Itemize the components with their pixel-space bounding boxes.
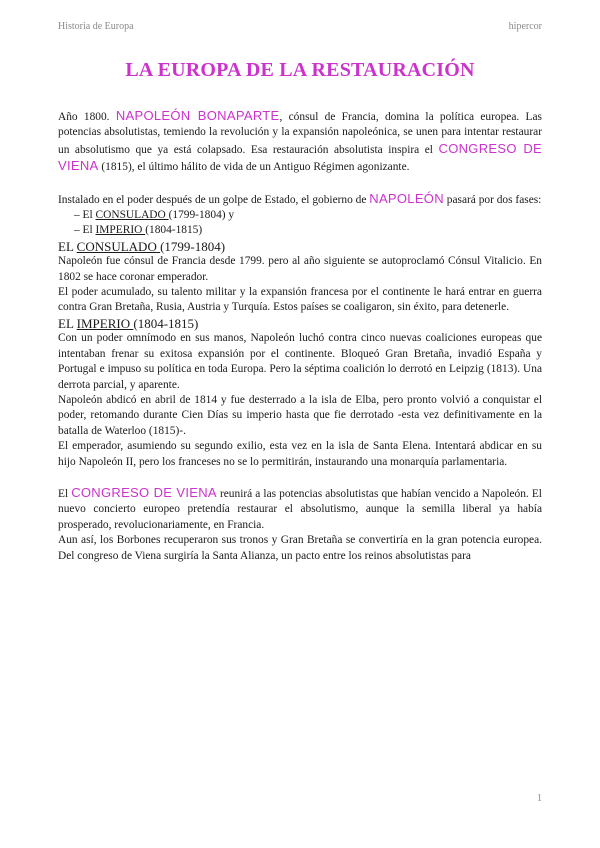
phases-list xyxy=(58,208,542,239)
highlight-congreso-de-viena: CONGRESO DE VIENA xyxy=(58,140,542,174)
heading-term: IMPERIO xyxy=(76,315,134,331)
highlight-congreso-de-viena: CONGRESO DE VIENA xyxy=(71,484,217,500)
heading-prefix: EL xyxy=(58,238,77,254)
section-heading-imperio xyxy=(58,316,542,331)
heading-term: CONSULADO xyxy=(76,238,161,254)
header-left: Historia de Europa xyxy=(58,21,134,32)
imperio-paragraph: Napoleón abdicó en abril de 1814 y fue desterrado a la isla de Elba, pero pronto volvió a conquistar el poder, retomando durante Cien Días su imperio hasta que fie derrotado -esta vez definitivamente en la batalla de Waterloo (1815)-. xyxy=(58,393,542,437)
imperio-paragraph: Con un poder omnímodo en sus manos, Napoleón luchó contra cinco nuevas coaliciones europeas que intentaban frenar su exitosa expansión por el continente. Bloqueó Gran Bretaña, invadió España y Portugal e impuso su política en toda Europa. Pero la séptima coalición lo derrotó en Leipzig (1813). Una derrota parcial, y aparente. xyxy=(58,332,542,391)
list-item xyxy=(74,208,542,223)
heading-dates: (1804-1815) xyxy=(133,315,199,331)
list-item-term: IMPERIO xyxy=(95,224,146,237)
consulado-paragraph: El poder acumulado, su talento militar y la expansión francesa por el continente le hará entrar en guerra contra Gran Bretaña, Rusia, Austria y Turquía. Estos países se coaligaron, sin éxito, para detenerle. xyxy=(58,286,542,314)
heading-dates: (1799-1804) xyxy=(160,238,226,254)
document-body xyxy=(58,108,542,564)
congreso-text: El xyxy=(58,487,72,500)
highlight-napoleon-bonaparte: NAPOLEÓN BONAPARTE xyxy=(115,108,280,123)
intro-text: , cónsul de Francia, domina la política europea. Las potencias absolutistas, temiendo la revolución y la expansión napoleónica, se unen para intentar restaurar un absolutismo que ya está colapsado. Esa restauración absolutista inspira el xyxy=(58,111,542,156)
page-title: LA EUROPA DE LA RESTAURACIÓN xyxy=(125,59,475,81)
list-item-dates: (1799-1804) y xyxy=(168,209,235,222)
highlight-napoleon: NAPOLEÓN xyxy=(369,190,444,206)
consulado-paragraph: Napoleón fue cónsul de Francia desde 1799. pero al año siguiente se autoproclamó Cónsul Vitalicio. En 1802 se hace coronar emperador. xyxy=(58,255,542,283)
section-heading-consulado xyxy=(58,239,542,254)
list-item-dates: (1804-1815) xyxy=(145,224,203,237)
page-number: 1 xyxy=(537,793,542,804)
congreso-text: reunirá a las potencias absolutistas que habían vencido a Napoleón. El nuevo concierto europeo pretendía restaurar el absolutismo, aunque la semilla liberal ya había prosperado, revolucionariamente, en Francia. xyxy=(58,487,542,531)
heading-prefix: EL xyxy=(58,315,77,331)
list-item-prefix: – El xyxy=(74,224,96,237)
congreso-paragraph: Aun así, los Borbones recuperaron sus tronos y Gran Bretaña se convertiría en la gran potencia europea. Del congreso de Viena surgiría la Santa Alianza, un pacto entre los reinos absolutistas para xyxy=(58,534,542,562)
phases-paragraph xyxy=(58,191,542,208)
intro-text: Año 1800. xyxy=(58,111,116,123)
phases-text: pasará por dos fases: xyxy=(443,193,542,206)
phases-text: Instalado en el poder después de un golpe de Estado, el gobierno de xyxy=(58,193,370,206)
intro-paragraph xyxy=(58,108,542,176)
list-item xyxy=(74,223,542,238)
intro-text: (1815), el último hálito de vida de un Antiguo Régimen agonizante. xyxy=(98,161,410,174)
congreso-paragraph xyxy=(58,485,542,533)
list-item-term: CONSULADO xyxy=(95,209,169,222)
imperio-paragraph: El emperador, asumiendo su segundo exilio, esta vez en la isla de Santa Elena. Intentará abdicar en su hijo Napoleón II, pero los franceses no se lo permitirán, instaurando una monarquía parlamentaria. xyxy=(58,440,542,468)
header-right: hipercor xyxy=(508,21,542,32)
list-item-prefix: – El xyxy=(74,209,96,222)
